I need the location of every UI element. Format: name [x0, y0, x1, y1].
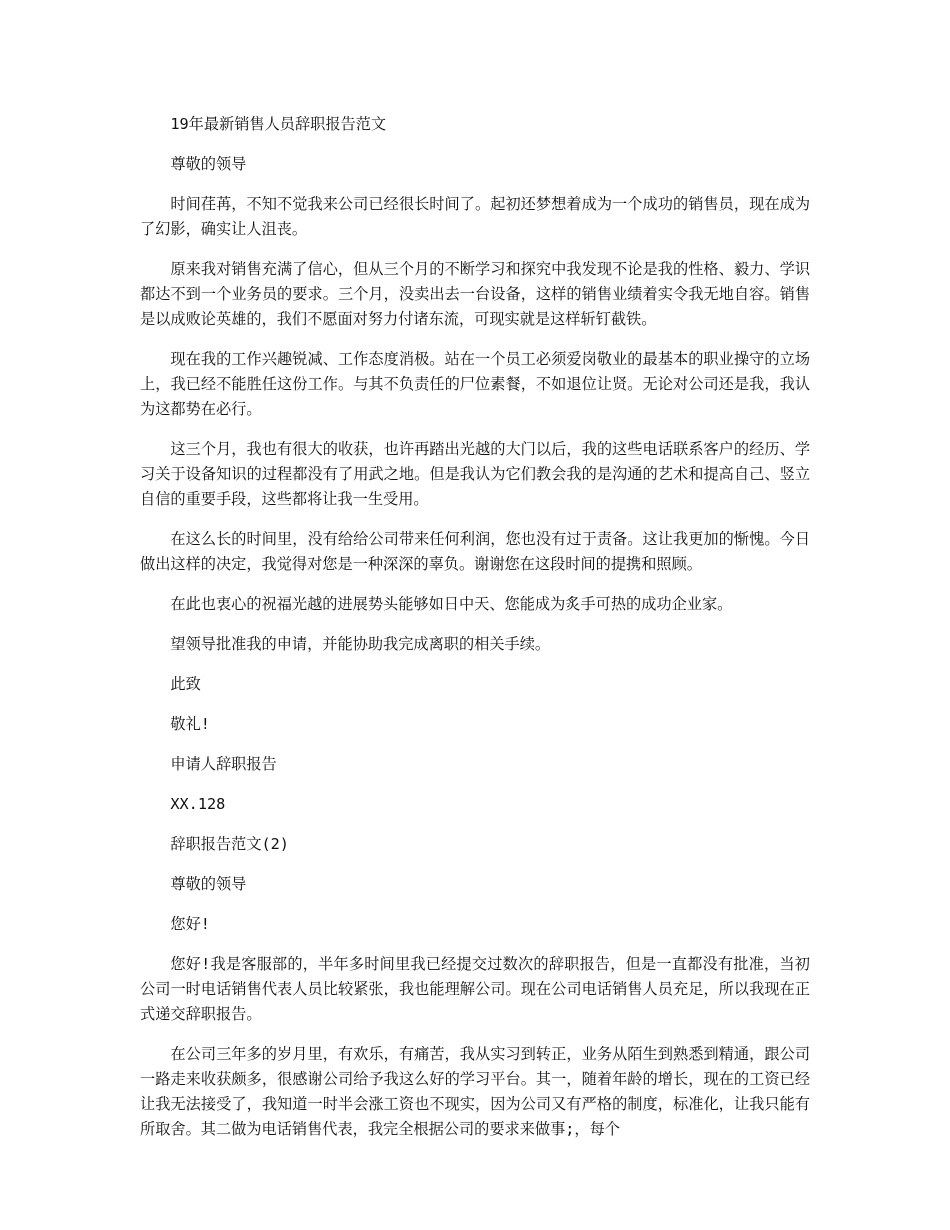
paragraph: 在公司三年多的岁月里，有欢乐，有痛苦，我从实习到转正，业务从陌生到熟悉到精通，跟公司一路走来收获颇多，很感谢公司给予我这么好的学习平台。其一，随着年龄的增长，现在的工资已经让我无法接受了，我知道一时半会涨工资也不现实，因为公司又有严格的制度，标准化，让我只能有所取舍。其二做为电话销售代表，我完全根据公司的要求来做事;，每个 — [140, 1045, 810, 1138]
signature: 申请人辞职报告 — [170, 755, 277, 773]
closing-line: 此致 — [170, 675, 201, 693]
date: XX.128 — [170, 795, 226, 813]
closing-line: 敬礼! — [170, 715, 210, 733]
paragraph: 原来我对销售充满了信心，但从三个月的不断学习和探究中我发现不论是我的性格、毅力、学识都达不到一个业务员的要求。三个月，没卖出去一台设备，这样的销售业绩着实令我无地自容。销售是以成败论英雄的，我们不愿面对努力付诸东流，可现实就是这样斩钉截铁。 — [140, 260, 810, 328]
paragraph: 望领导批准我的申请，并能协助我完成离职的相关手续。 — [170, 635, 551, 653]
salutation: 尊敬的领导 — [170, 875, 247, 893]
paragraph: 您好!我是客服部的，半年多时间里我已经提交过数次的辞职报告，但是一直都没有批准，当初公司一时电话销售代表人员比较紧张，我也能理解公司。现在公司电话销售人员充足，所以我现在正式递交辞职报告。 — [140, 955, 810, 1023]
paragraph: 在此也衷心的祝福光越的进展势头能够如日中天、您能成为炙手可热的成功企业家。 — [170, 595, 733, 613]
document-title: 19年最新销售人员辞职报告范文 — [170, 115, 387, 133]
paragraph: 现在我的工作兴趣锐减、工作态度消极。站在一个员工必须爱岗敬业的最基本的职业操守的立场上，我已经不能胜任这份工作。与其不负责任的尸位素餐，不如退位让贤。无论对公司还是我，我认为这都势在必行。 — [140, 350, 810, 418]
greeting: 您好! — [170, 915, 210, 933]
document-body — [140, 112, 810, 1157]
paragraph: 时间荏苒，不知不觉我来公司已经很长时间了。起初还梦想着成为一个成功的销售员，现在成为了幻影，确实让人沮丧。 — [140, 195, 810, 238]
paragraph: 这三个月，我也有很大的收获，也许再踏出光越的大门以后，我的这些电话联系客户的经历、学习关于设备知识的过程都没有了用武之地。但是我认为它们教会我的是沟通的艺术和提高自己、竖立自信的重要手段，这些都将让我一生受用。 — [140, 440, 810, 508]
section-title: 辞职报告范文(2) — [170, 835, 289, 853]
paragraph: 在这么长的时间里，没有给给公司带来任何利润，您也没有过于责备。这让我更加的惭愧。今日做出这样的决定，我觉得对您是一种深深的辜负。谢谢您在这段时间的提携和照顾。 — [140, 530, 810, 573]
salutation: 尊敬的领导 — [170, 155, 247, 173]
